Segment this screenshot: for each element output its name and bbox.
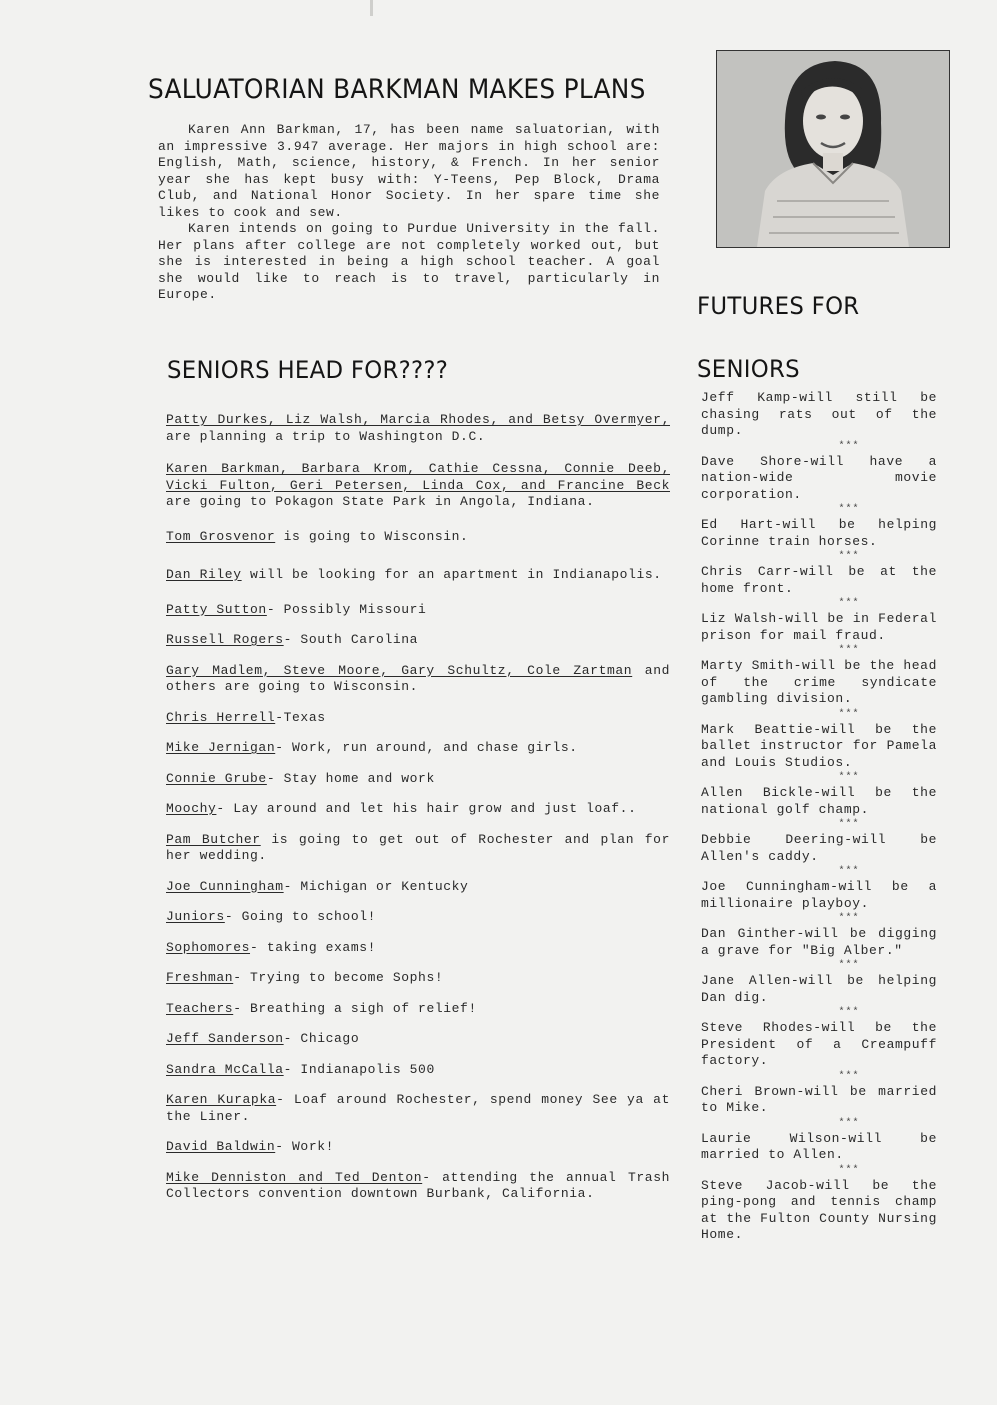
senior-plan-text: - Breathing a sigh of relief! (233, 1000, 477, 1016)
future-prediction-item: Ed Hart-will be helping Corinne train horses. (701, 517, 937, 549)
senior-plan-text: - Lay around and let his hair grow and just loaf.. (216, 801, 637, 816)
saluatorian-paragraph-1: Karen Ann Barkman, 17, has been name saluatorian, with an impressive 3.947 average. Her majors in high school are: English, Math, science, history, & French. In her senior year she has kept busy with: Y-Teens, Pep Block, Drama Club, and National Honor Society. In her spare time she likes to cook and sew. (158, 122, 660, 220)
future-prediction-item: Liz Walsh-will be in Federal prison for mail fraud. (701, 611, 937, 643)
future-prediction-item: Mark Beattie-will be the ballet instructor for Pamela and Louis Studios. (701, 721, 937, 770)
senior-names: David Baldwin (166, 1139, 276, 1154)
senior-plan-item (166, 970, 670, 987)
future-prediction-item: Cheri Brown-will be married to Mike. (701, 1083, 937, 1115)
senior-names: Dan Riley (166, 567, 242, 582)
senior-names: Joe Cunningham (166, 878, 284, 894)
senior-names: Karen Kurapka (166, 1092, 277, 1107)
futures-headline-line-1: FUTURES FOR (697, 292, 860, 320)
futures-for-seniors-list (701, 390, 937, 1244)
senior-plan-item (166, 602, 670, 619)
paper-crease (370, 0, 373, 16)
future-prediction-item: Steve Rhodes-will be the President of a Creampuff factory. (701, 1020, 937, 1068)
senior-plan-item (166, 567, 670, 584)
senior-names: Karen Barkman, Barbara Krom, Cathie Cessna, Connie Deeb, Vicki Fulton, Geri Petersen, Linda Cox, and Francine Beck (166, 461, 670, 493)
senior-plan-item (166, 632, 670, 649)
asterisk-separator: *** (838, 440, 860, 452)
senior-plan-text: - attending the annual Trash Collectors convention downtown Burbank, California. (166, 1169, 670, 1201)
senior-plan-item (166, 1092, 670, 1125)
asterisk-separator: *** (838, 1117, 860, 1129)
senior-names: Pam Butcher (166, 831, 261, 847)
seniors-head-for-headline: SENIORS HEAD FOR???? (167, 356, 449, 384)
senior-plan-item (166, 909, 670, 926)
senior-plan-item (166, 710, 670, 727)
karen-barkman-portrait-photo (716, 50, 950, 248)
senior-plan-item (166, 1170, 670, 1203)
senior-plan-text: - Michigan or Kentucky (283, 878, 469, 894)
senior-names: Patty Durkes, Liz Walsh, Marcia Rhodes, and Betsy Overmyer, (166, 412, 670, 427)
senior-names: Gary Madlem, Steve Moore, Gary Schultz, Cole Zartman (166, 662, 633, 678)
senior-plan-text: -Texas (275, 709, 326, 725)
future-prediction-item: Allen Bickle-will be the national golf champ. (701, 785, 937, 817)
future-prediction-item: Dan Ginther-will be digging a grave for "Big Alber." (701, 926, 937, 958)
senior-plan-item (166, 529, 670, 546)
senior-plan-text: - Loaf around Rochester, spend money See ya at the Liner. (166, 1092, 670, 1124)
senior-names: Sandra McCalla (166, 1061, 284, 1077)
asterisk-separator: *** (838, 645, 860, 656)
asterisk-separator: *** (838, 504, 860, 515)
asterisk-separator: *** (838, 598, 860, 609)
senior-names: Jeff Sanderson (166, 1031, 284, 1046)
senior-names: Teachers (166, 1000, 234, 1016)
asterisk-separator: *** (838, 866, 860, 877)
senior-names: Patty Sutton (166, 601, 267, 617)
portrait-image (717, 51, 949, 247)
senior-plan-text: - Trying to become Sophs! (233, 970, 444, 985)
senior-plan-item (166, 1062, 670, 1079)
future-prediction-item: Marty Smith-will be the head of the crime syndicate gambling division. (701, 658, 937, 706)
saluatorian-article (158, 122, 660, 304)
senior-names: Mike Denniston and Ted Denton (166, 1169, 423, 1185)
future-prediction-item: Chris Carr-will be at the home front. (701, 564, 937, 596)
senior-plan-text: are planning a trip to Washington D.C. (166, 428, 486, 444)
asterisk-separator: *** (838, 819, 860, 830)
senior-plan-text: - Chicago (283, 1031, 360, 1046)
senior-plan-text: will be looking for an apartment in Indianapolis. (241, 567, 662, 582)
senior-plan-text: - Stay home and work (266, 770, 435, 786)
future-prediction-item: Laurie Wilson-will be married to Allen. (701, 1130, 937, 1162)
senior-plan-text: are going to Pokagon State Park in Angola, Indiana. (166, 494, 595, 509)
senior-plan-text: - Possibly Missouri (266, 601, 427, 617)
senior-plan-item (166, 1001, 670, 1018)
senior-plan-text: - Indianapolis 500 (283, 1061, 435, 1077)
asterisk-separator: *** (838, 772, 860, 783)
future-prediction-item: Joe Cunningham-will be a millionaire playboy. (701, 879, 937, 911)
saluatorian-paragraph-2: Karen intends on going to Purdue University in the fall. Her plans after college are not completely worked out, but she is interested in being a high school teacher. A goal she would like to reach is to travel, particularly in Europe. (158, 221, 660, 302)
future-prediction-item: Dave Shore-will have a nation-wide movie corporation. (701, 453, 937, 502)
asterisk-separator: *** (838, 708, 860, 720)
senior-names: Juniors (166, 909, 225, 924)
future-prediction-item: Steve Jacob-will be the ping-pong and tennis champ at the Fulton County Nursing Home. (701, 1177, 937, 1242)
senior-names: Moochy (166, 801, 217, 816)
senior-plan-item (166, 1031, 670, 1048)
senior-plan-item (166, 663, 670, 696)
senior-plan-item (166, 1139, 670, 1156)
futures-headline-line-2: SENIORS (697, 355, 800, 383)
senior-names: Mike Jernigan (166, 740, 276, 755)
senior-names: Freshman (166, 970, 234, 985)
future-prediction-item: Jane Allen-will be helping Dan dig. (701, 973, 937, 1005)
asterisk-separator: *** (838, 1164, 860, 1176)
senior-plan-item (166, 412, 670, 445)
senior-plan-text: - Work! (275, 1139, 335, 1154)
senior-plan-item (166, 940, 670, 957)
senior-plan-item (166, 879, 670, 896)
senior-plan-text: is going to Wisconsin. (275, 528, 469, 544)
asterisk-separator: *** (838, 960, 860, 971)
senior-names: Sophomores (166, 939, 251, 955)
seniors-head-for-list (166, 398, 670, 1203)
senior-plan-text: - Going to school! (224, 909, 377, 924)
asterisk-separator: *** (838, 551, 860, 562)
senior-plan-item (166, 771, 670, 788)
senior-names: Russell Rogers (166, 632, 284, 647)
senior-plan-text: - taking exams! (250, 939, 377, 955)
senior-plan-text: - South Carolina (283, 632, 419, 647)
senior-names: Connie Grube (166, 770, 267, 786)
senior-plan-item (166, 740, 670, 757)
senior-plan-text: and others are going to Wisconsin. (166, 662, 670, 694)
senior-plan-item (166, 832, 670, 865)
future-prediction-item: Debbie Deering-will be Allen's caddy. (701, 832, 937, 864)
asterisk-separator: *** (838, 913, 860, 924)
senior-plan-item (166, 461, 670, 511)
saluatorian-headline: SALUATORIAN BARKMAN MAKES PLANS (148, 74, 646, 105)
future-prediction-item: Jeff Kamp-will still be chasing rats out of the dump. (701, 390, 937, 438)
asterisk-separator: *** (838, 1070, 860, 1082)
senior-names: Chris Herrell (166, 709, 276, 725)
senior-plan-item (166, 801, 670, 818)
asterisk-separator: *** (838, 1007, 860, 1018)
senior-plan-text: is going to get out of Rochester and plan for her wedding. (166, 831, 670, 863)
senior-names: Tom Grosvenor (166, 528, 276, 544)
senior-plan-text: - Work, run around, and chase girls. (275, 740, 578, 755)
